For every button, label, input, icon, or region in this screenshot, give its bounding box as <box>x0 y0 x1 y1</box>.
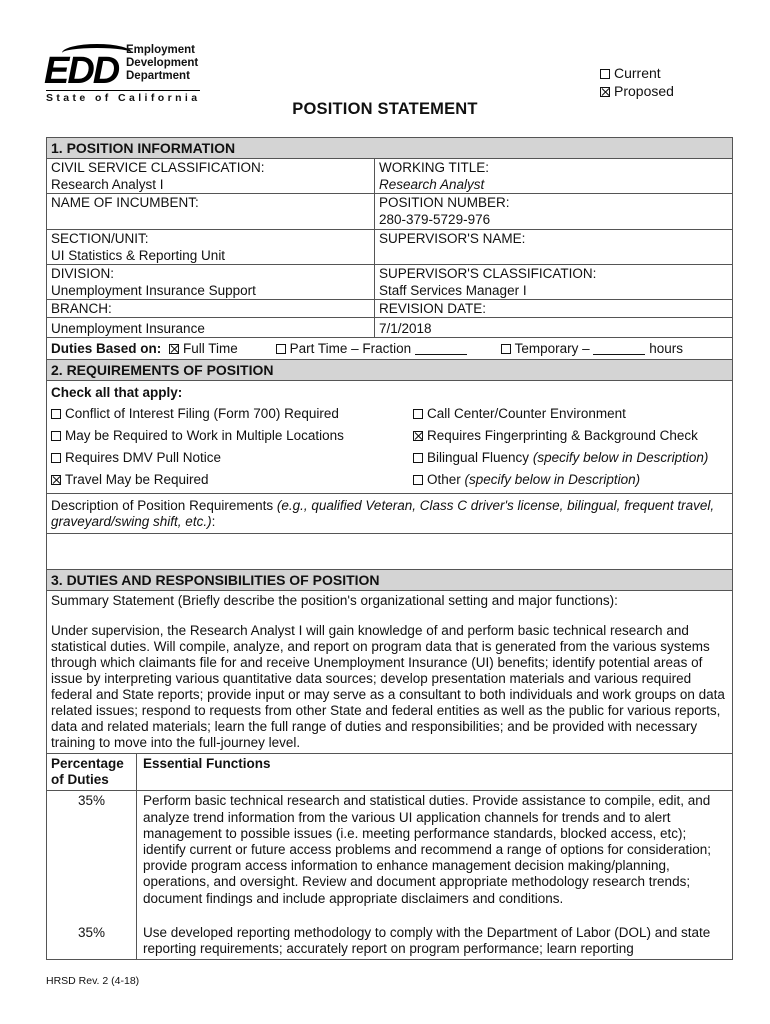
req-conflict[interactable] <box>51 403 413 425</box>
incumbent-value-row <box>47 211 732 230</box>
requirements-block <box>47 381 732 494</box>
section-1-fields <box>47 159 732 176</box>
req-bilingual-note: (specify below in Description) <box>532 450 709 465</box>
req-conflict-label: Conflict of Interest Filing (Form 700) Required <box>65 406 339 421</box>
section-1-heading: 1. POSITION INFORMATION <box>47 138 732 159</box>
req-travel-label: Travel May be Required <box>65 472 209 487</box>
branch-value-row <box>47 318 732 338</box>
req-other-note: (specify below in Description) <box>464 472 641 487</box>
proposed-checkbox[interactable] <box>600 87 610 97</box>
req-fingerprint-label: Requires Fingerprinting & Background Check <box>427 428 698 443</box>
duties-header <box>47 754 732 791</box>
incumbent-label: NAME OF INCUMBENT: <box>47 194 375 211</box>
section-unit-value-row <box>47 247 732 265</box>
requirements-right <box>413 403 708 491</box>
current-option[interactable] <box>600 64 674 82</box>
req-call-center-label: Call Center/Counter Environment <box>427 406 626 421</box>
division-value[interactable]: Unemployment Insurance Support <box>47 282 375 299</box>
section-unit-label: SECTION/UNIT: <box>47 230 375 247</box>
essential-functions-header: Essential Functions <box>143 756 271 771</box>
requirements-description-label <box>47 494 732 534</box>
req-other[interactable] <box>413 469 708 491</box>
summary-block <box>47 591 732 754</box>
requirements-grid <box>47 401 732 493</box>
revision-label: REVISION DATE: <box>379 301 487 316</box>
section-2-heading: 2. REQUIREMENTS OF POSITION <box>47 360 732 381</box>
req-fingerprint-checkbox[interactable] <box>413 431 423 441</box>
req-conflict-checkbox[interactable] <box>51 409 61 419</box>
summary-label: Summary Statement (Briefly describe the position's organizational setting and major functions): <box>51 593 618 608</box>
supervisor-name-label: SUPERVISOR'S NAME: <box>379 231 526 246</box>
req-call-center-checkbox[interactable] <box>413 409 423 419</box>
req-other-label: Other <box>427 472 461 487</box>
duty-row-2 <box>47 923 732 959</box>
duty-2-text[interactable]: Use developed reporting methodology to comply with the Department of Labor (DOL) and state reporting requirements; accurately report on program performance; learn reporting <box>143 924 711 957</box>
req-bilingual-label: Bilingual Fluency <box>427 450 530 465</box>
req-dmv[interactable] <box>51 447 413 469</box>
branch-value[interactable]: Unemployment Insurance <box>47 318 375 337</box>
classification-label: CIVIL SERVICE CLASSIFICATION: <box>51 160 265 175</box>
req-multi-location-checkbox[interactable] <box>51 431 61 441</box>
part-time-checkbox[interactable] <box>276 344 286 354</box>
duty-row-1 <box>47 791 732 922</box>
position-number-value[interactable]: 280-379-5729-976 <box>379 212 491 227</box>
req-bilingual[interactable] <box>413 447 708 469</box>
logo-line-1: Employment <box>126 44 196 56</box>
summary-text[interactable]: Under supervision, the Research Analyst I will gain knowledge of and perform basic technical research and statistical duties. Will compile, analyze, and report on program data that is generated from the various systems through which claimants file for and receive Unemployment Insurance (UI) benefits; identify potential areas of issue by interpreting various quantitative data sources; develop presentation materials and various required federal and State reports; provide input or may serve as a consultant to both individuals and work groups on data related issues; respond to requests from other State and federal entities as well as the public for various reports, data and related materials; learn the full range of duties and responsibilities; and be provided with necessary training to move into the full-journey level. <box>51 623 725 750</box>
section-1-right <box>375 159 732 176</box>
requirements-left <box>51 403 413 491</box>
position-number-label: POSITION NUMBER: <box>379 195 510 210</box>
description-colon: : <box>211 514 216 529</box>
incumbent-value[interactable] <box>47 211 375 229</box>
proposed-label: Proposed <box>614 83 674 99</box>
req-call-center[interactable] <box>413 403 708 425</box>
proposed-option[interactable] <box>600 82 674 100</box>
section-unit-row <box>47 230 732 247</box>
full-time-checkbox[interactable] <box>169 344 179 354</box>
req-travel-checkbox[interactable] <box>51 475 61 485</box>
requirements-description-field[interactable] <box>47 534 732 570</box>
description-label: Description of Position Requirements <box>51 498 274 513</box>
classification-row <box>47 176 732 194</box>
req-multi-location[interactable] <box>51 425 413 447</box>
working-title-value[interactable]: Research Analyst <box>379 177 485 192</box>
req-travel[interactable] <box>51 469 413 491</box>
req-multi-location-label: May be Required to Work in Multiple Locations <box>65 428 344 443</box>
logo-line-3: Department <box>126 70 190 82</box>
branch-row <box>47 300 732 318</box>
working-title-label: WORKING TITLE: <box>379 160 490 175</box>
full-time-label: Full Time <box>183 341 238 356</box>
status-checkboxes <box>600 64 674 100</box>
req-fingerprint[interactable] <box>413 425 708 447</box>
logo-words <box>126 44 198 83</box>
supervisor-class-value[interactable]: Staff Services Manager I <box>379 283 527 298</box>
temporary-checkbox[interactable] <box>501 344 511 354</box>
req-dmv-label: Requires DMV Pull Notice <box>65 450 222 465</box>
current-label: Current <box>614 65 661 81</box>
duty-1-percentage[interactable]: 35% <box>47 791 137 922</box>
section-1-left <box>47 159 375 176</box>
hours-field[interactable] <box>593 342 645 355</box>
percentage-header: Percentage of Duties <box>47 754 137 790</box>
fraction-field[interactable] <box>415 342 467 355</box>
duties-based-label: Duties Based on: <box>51 341 162 356</box>
logo-mark: EDD <box>44 50 119 92</box>
supervisor-name-value[interactable] <box>375 247 732 264</box>
hours-label: hours <box>649 341 683 356</box>
duties-based-row <box>47 338 732 360</box>
division-value-row <box>47 282 732 300</box>
form-revision-footer: HRSD Rev. 2 (4-18) <box>46 975 140 987</box>
temporary-label: Temporary – <box>514 341 590 356</box>
logo-line-2: Development <box>126 57 199 69</box>
branch-label: BRANCH: <box>47 300 375 317</box>
section-3-heading: 3. DUTIES AND RESPONSIBILITIES OF POSITION <box>47 570 732 591</box>
req-other-checkbox[interactable] <box>413 475 423 485</box>
page-title: POSITION STATEMENT <box>292 100 478 118</box>
edd-logo <box>44 44 214 106</box>
part-time-label: Part Time – Fraction <box>289 341 412 356</box>
duty-1-text[interactable]: Perform basic technical research and statistical duties. Provide assistance to compile, edit, and analyze trend information from the various UI application channels for trends and to alert management to possible issues (i.e. meeting performance standards, blocked access, etc); identify current or future access problems and recommend a range of options for consideration; provide program access information to enhance management decision making/planning, operations, and oversight. Review and document appropriate methodology research trends; document findings and include appropriate disclaimers and conditions. <box>143 793 712 906</box>
revision-value[interactable]: 7/1/2018 <box>379 321 432 336</box>
req-bilingual-checkbox[interactable] <box>413 453 423 463</box>
supervisor-class-label: SUPERVISOR'S CLASSIFICATION: <box>379 266 597 281</box>
incumbent-row <box>47 194 732 211</box>
division-label: DIVISION: <box>47 265 375 282</box>
req-dmv-checkbox[interactable] <box>51 453 61 463</box>
position-form <box>46 137 733 960</box>
check-all-label: Check all that apply: <box>51 385 183 400</box>
section-unit-value[interactable]: UI Statistics & Reporting Unit <box>47 247 375 264</box>
classification-value[interactable]: Research Analyst I <box>47 176 375 193</box>
logo-state: State of California <box>46 92 201 104</box>
description-examples: (e.g., qualified Veteran, Class C driver's license, bilingual, frequent travel, graveyard/swing shift, etc.) <box>51 498 715 529</box>
division-row <box>47 265 732 282</box>
current-checkbox[interactable] <box>600 69 610 79</box>
duty-2-percentage[interactable]: 35% <box>47 923 137 959</box>
